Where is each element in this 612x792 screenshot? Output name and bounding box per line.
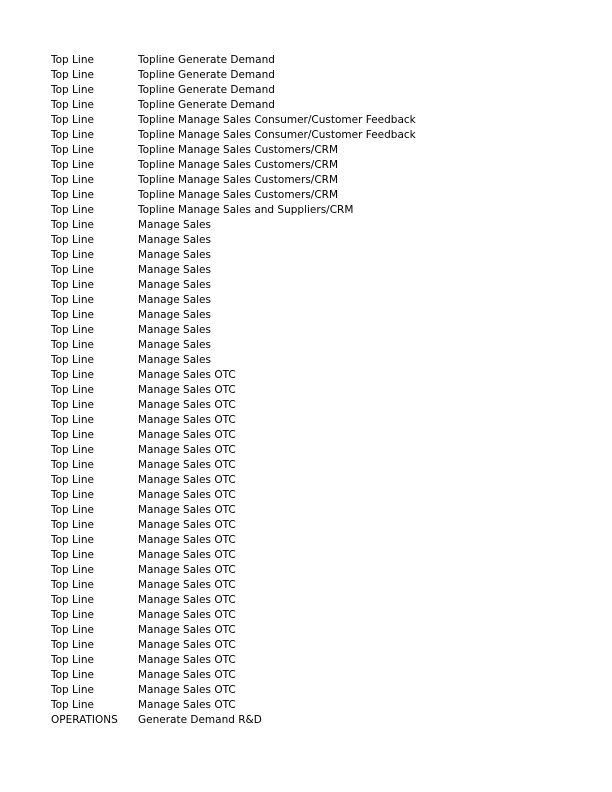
process-cell: Topline Generate Demand	[138, 69, 275, 81]
table-row	[51, 383, 571, 398]
table-row	[51, 293, 571, 308]
category-cell: Top Line	[51, 54, 94, 66]
category-cell: Top Line	[51, 519, 94, 531]
table-row	[51, 353, 571, 368]
category-cell: Top Line	[51, 144, 94, 156]
process-cell: Manage Sales OTC	[138, 699, 236, 711]
category-cell: Top Line	[51, 264, 94, 276]
table-row	[51, 668, 571, 683]
table-row	[51, 173, 571, 188]
category-cell: Top Line	[51, 174, 94, 186]
table-row	[51, 608, 571, 623]
process-cell: Topline Manage Sales and Suppliers/CRM	[138, 204, 354, 216]
table-row	[51, 488, 571, 503]
category-cell: Top Line	[51, 534, 94, 546]
process-cell: Manage Sales	[138, 294, 211, 306]
table-row	[51, 248, 571, 263]
process-cell: Manage Sales OTC	[138, 369, 236, 381]
table-row	[51, 278, 571, 293]
category-cell: Top Line	[51, 159, 94, 171]
table-row	[51, 338, 571, 353]
table-row	[51, 683, 571, 698]
table-row	[51, 68, 571, 83]
table-row	[51, 188, 571, 203]
category-cell: Top Line	[51, 579, 94, 591]
process-cell: Manage Sales OTC	[138, 504, 236, 516]
process-cell: Manage Sales OTC	[138, 459, 236, 471]
process-cell: Generate Demand R&D	[138, 714, 262, 726]
process-cell: Manage Sales	[138, 249, 211, 261]
process-cell: Manage Sales OTC	[138, 669, 236, 681]
process-cell: Manage Sales OTC	[138, 609, 236, 621]
category-cell: Top Line	[51, 549, 94, 561]
process-cell: Manage Sales	[138, 279, 211, 291]
table-row	[51, 653, 571, 668]
process-cell: Topline Generate Demand	[138, 84, 275, 96]
table-row	[51, 473, 571, 488]
table-row	[51, 443, 571, 458]
process-cell: Manage Sales OTC	[138, 519, 236, 531]
process-cell: Manage Sales	[138, 309, 211, 321]
table-row	[51, 458, 571, 473]
category-cell: Top Line	[51, 399, 94, 411]
table-row	[51, 263, 571, 278]
process-cell: Topline Manage Sales Consumer/Customer Feedback	[138, 129, 416, 141]
process-cell: Manage Sales OTC	[138, 489, 236, 501]
category-cell: Top Line	[51, 684, 94, 696]
process-cell: Manage Sales OTC	[138, 654, 236, 666]
table-row	[51, 503, 571, 518]
category-cell: Top Line	[51, 114, 94, 126]
process-cell: Manage Sales OTC	[138, 474, 236, 486]
table-row	[51, 218, 571, 233]
category-cell: Top Line	[51, 624, 94, 636]
table-row	[51, 323, 571, 338]
table-row	[51, 548, 571, 563]
process-cell: Manage Sales OTC	[138, 414, 236, 426]
process-cell: Manage Sales OTC	[138, 579, 236, 591]
process-cell: Manage Sales OTC	[138, 534, 236, 546]
table-row	[51, 713, 571, 728]
process-cell: Manage Sales OTC	[138, 564, 236, 576]
process-cell: Topline Manage Sales Customers/CRM	[138, 174, 339, 186]
process-cell: Topline Manage Sales Customers/CRM	[138, 144, 339, 156]
process-cell: Manage Sales	[138, 354, 211, 366]
category-cell: Top Line	[51, 99, 94, 111]
table-row	[51, 368, 571, 383]
process-cell: Manage Sales	[138, 339, 211, 351]
category-cell: Top Line	[51, 414, 94, 426]
category-cell: Top Line	[51, 249, 94, 261]
table-row	[51, 398, 571, 413]
category-cell: Top Line	[51, 489, 94, 501]
process-cell: Topline Manage Sales Customers/CRM	[138, 159, 339, 171]
category-cell: Top Line	[51, 354, 94, 366]
process-cell: Topline Manage Sales Consumer/Customer Feedback	[138, 114, 416, 126]
table-row	[51, 158, 571, 173]
category-cell: Top Line	[51, 594, 94, 606]
table-row	[51, 563, 571, 578]
table-row	[51, 428, 571, 443]
category-cell: OPERATIONS	[51, 714, 118, 726]
category-cell: Top Line	[51, 609, 94, 621]
category-cell: Top Line	[51, 654, 94, 666]
table-row	[51, 128, 571, 143]
table-row	[51, 113, 571, 128]
process-cell: Manage Sales	[138, 324, 211, 336]
table-row	[51, 233, 571, 248]
process-cell: Manage Sales OTC	[138, 684, 236, 696]
table-row	[51, 623, 571, 638]
category-cell: Top Line	[51, 279, 94, 291]
table-row	[51, 83, 571, 98]
category-cell: Top Line	[51, 369, 94, 381]
table-row	[51, 413, 571, 428]
category-cell: Top Line	[51, 204, 94, 216]
process-cell: Manage Sales OTC	[138, 549, 236, 561]
category-cell: Top Line	[51, 699, 94, 711]
process-cell: Manage Sales OTC	[138, 399, 236, 411]
process-cell: Manage Sales OTC	[138, 594, 236, 606]
process-cell: Topline Generate Demand	[138, 99, 275, 111]
category-cell: Top Line	[51, 129, 94, 141]
table-row	[51, 533, 571, 548]
process-cell: Topline Manage Sales Customers/CRM	[138, 189, 339, 201]
category-cell: Top Line	[51, 219, 94, 231]
process-cell: Manage Sales OTC	[138, 444, 236, 456]
category-cell: Top Line	[51, 339, 94, 351]
category-cell: Top Line	[51, 504, 94, 516]
table-row	[51, 578, 571, 593]
category-cell: Top Line	[51, 234, 94, 246]
spreadsheet-page	[51, 53, 571, 728]
table-row	[51, 53, 571, 68]
table-row	[51, 593, 571, 608]
category-cell: Top Line	[51, 69, 94, 81]
table-row	[51, 518, 571, 533]
category-cell: Top Line	[51, 384, 94, 396]
category-cell: Top Line	[51, 639, 94, 651]
table-row	[51, 203, 571, 218]
category-cell: Top Line	[51, 84, 94, 96]
category-cell: Top Line	[51, 474, 94, 486]
category-cell: Top Line	[51, 324, 94, 336]
category-cell: Top Line	[51, 459, 94, 471]
category-cell: Top Line	[51, 189, 94, 201]
category-cell: Top Line	[51, 429, 94, 441]
category-cell: Top Line	[51, 444, 94, 456]
process-cell: Manage Sales OTC	[138, 639, 236, 651]
process-cell: Manage Sales	[138, 219, 211, 231]
table-row	[51, 698, 571, 713]
process-cell: Manage Sales	[138, 234, 211, 246]
table-row	[51, 638, 571, 653]
table-row	[51, 98, 571, 113]
category-cell: Top Line	[51, 564, 94, 576]
category-cell: Top Line	[51, 309, 94, 321]
table-row	[51, 308, 571, 323]
process-cell: Manage Sales OTC	[138, 429, 236, 441]
table-row	[51, 143, 571, 158]
process-cell: Manage Sales	[138, 264, 211, 276]
category-cell: Top Line	[51, 669, 94, 681]
process-cell: Manage Sales OTC	[138, 624, 236, 636]
process-cell: Manage Sales OTC	[138, 384, 236, 396]
process-cell: Topline Generate Demand	[138, 54, 275, 66]
category-cell: Top Line	[51, 294, 94, 306]
